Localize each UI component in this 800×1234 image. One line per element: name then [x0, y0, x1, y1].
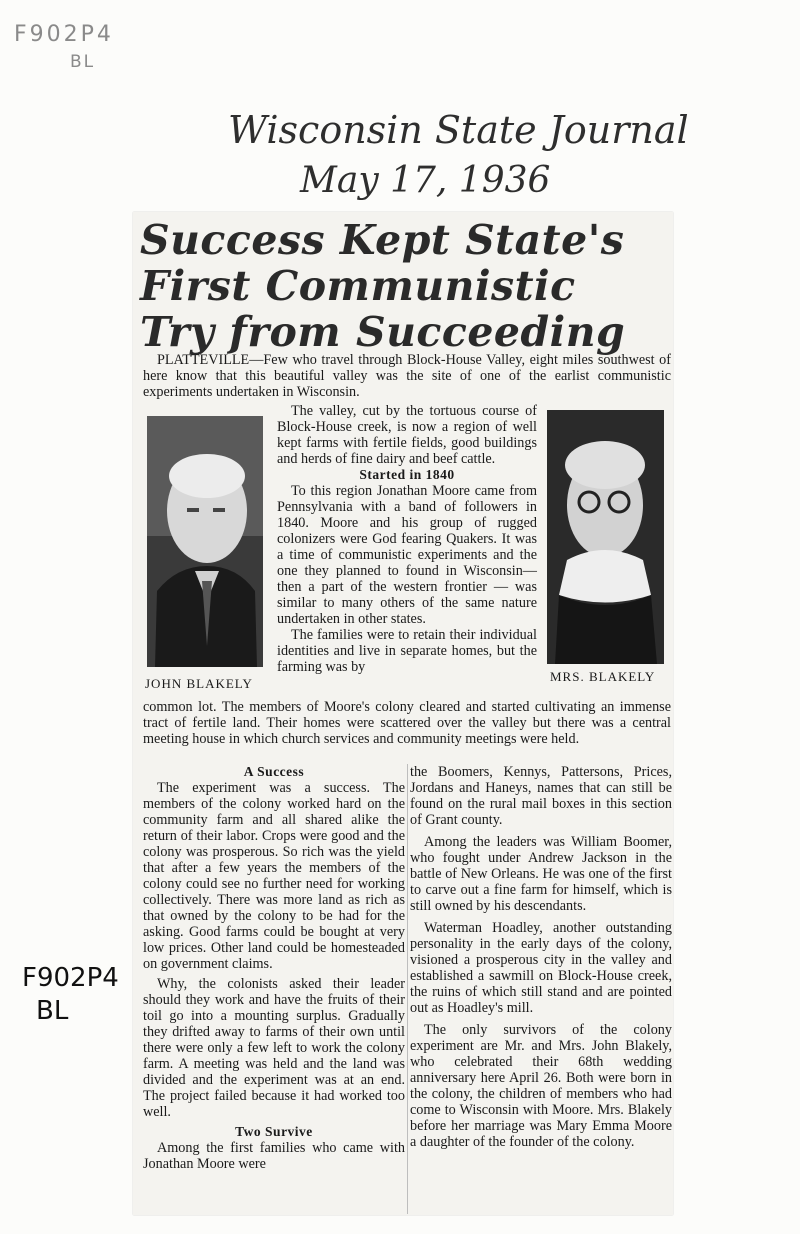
paragraph-boomers: the Boomers, Kennys, Pattersons, Prices, Jordans and Haneys, names that can still be found on the rural mail boxes in this section of Grant county.: [410, 764, 672, 828]
subhead-started-1840: Started in 1840: [359, 467, 455, 482]
margin-annotation-code: F902P4: [22, 963, 119, 993]
headline-line-1: Success Kept State's: [140, 216, 625, 264]
paragraph-families-start: The families were to retain their individual identities and live in separate homes, but the farming was by: [277, 627, 537, 675]
subhead-a-success: A Success: [243, 764, 305, 779]
subhead-two-survive: Two Survive: [235, 1124, 313, 1139]
column-divider: [407, 764, 408, 1214]
caption-john-blakely: JOHN BLAKELY: [145, 676, 253, 691]
publication-date: May 17, 1936: [300, 160, 551, 201]
archive-stamp-code: F902P4: [14, 22, 114, 47]
portrait-man-image: [147, 416, 263, 667]
margin-annotation: [22, 962, 119, 1027]
lower-left-column: [143, 764, 405, 1172]
middle-column: [277, 403, 537, 675]
headline: [140, 217, 640, 355]
paragraph-valley: The valley, cut by the tortuous course of Block-House creek, is now a region of well kept farms with fertile fields, good buildings and herds of fine dairy and beef cattle.: [277, 403, 537, 467]
caption-mrs-blakely: MRS. BLAKELY: [550, 669, 656, 684]
lower-right-column: [410, 764, 672, 1150]
portrait-woman-image: [547, 410, 664, 664]
paragraph-survivors: The only survivors of the colony experiment are Mr. and Mrs. John Blakely, who celebrated their 68th wedding anniversary here April 26. Both were born in the colony, the children of members who had come to Wisconsin with Moore. Mrs. Blakely before her marriage was Mary Emma Moore a daughter of the founder of the colony.: [410, 1022, 672, 1150]
photo-john-blakely: [147, 416, 263, 667]
photo-mrs-blakely: [547, 410, 664, 664]
paragraph-among-first: Among the first families who came with Jonathan Moore were: [143, 1140, 405, 1172]
headline-line-3: Try from Succeeding: [140, 308, 626, 356]
publication-name: Wisconsin State Journal: [228, 108, 689, 152]
paragraph-hoadley: Waterman Hoadley, another outstanding personality in the early days of the colony, visioned a prosperous city in the valley and established a sawmill on Block-House creek, the ruins of which still stand and are pointed out as Hoadley's mill.: [410, 920, 672, 1016]
paragraph-families-continued: common lot. The members of Moore's colony cleared and started cultivating an immense tract of fertile land. Their homes were scattered over the valley but there was a central meeting house in which church services and community meetings were held.: [143, 699, 671, 747]
paragraph-why: Why, the colonists asked their leader should they work and have the fruits of their toil go into a mounting surplus. Gradually they drifted away to farms of their own until there were only a few left to work the colony farm. A meeting was held and the land was divided and the experiment was at an end. The project failed because it had worked too well.: [143, 976, 405, 1120]
archive-stamp-initials: BL: [70, 52, 96, 72]
margin-annotation-initials: BL: [36, 995, 69, 1026]
headline-line-2: First Communistic: [140, 262, 576, 310]
paragraph-region: To this region Jonathan Moore came from Pennsylvania with a band of followers in 1840. Moore and his group of rugged colonizers were God fearing Quakers. It was a time of communistic experiments and the one they planned to found in Wisconsin—then a part of the western frontier — was similar to many others of the same nature undertaken in other states.: [277, 483, 537, 627]
paragraph-leaders: Among the leaders was William Boomer, who fought under Andrew Jackson in the battle of New Orleans. He was one of the first to carve out a fine farm for himself, which is still owned by his descendants.: [410, 834, 672, 914]
lead-paragraph: PLATTEVILLE—Few who travel through Block-House Valley, eight miles southwest of here know that this beautiful valley was the site of one of the earlist communistic experiments undertaken in Wisconsin.: [143, 352, 671, 400]
paragraph-experiment: The experiment was a success. The members of the colony worked hard on the community farm and all shared alike the return of their labor. Crops were good and the colony was prosperous. So rich was the yield that after a few years the members of the colony could see no further need for working collectively. There was more land as rich as that owned by the colony to be had for the asking. Good farms could be bought at very low prices. Other land could be homesteaded on government claims.: [143, 780, 405, 972]
